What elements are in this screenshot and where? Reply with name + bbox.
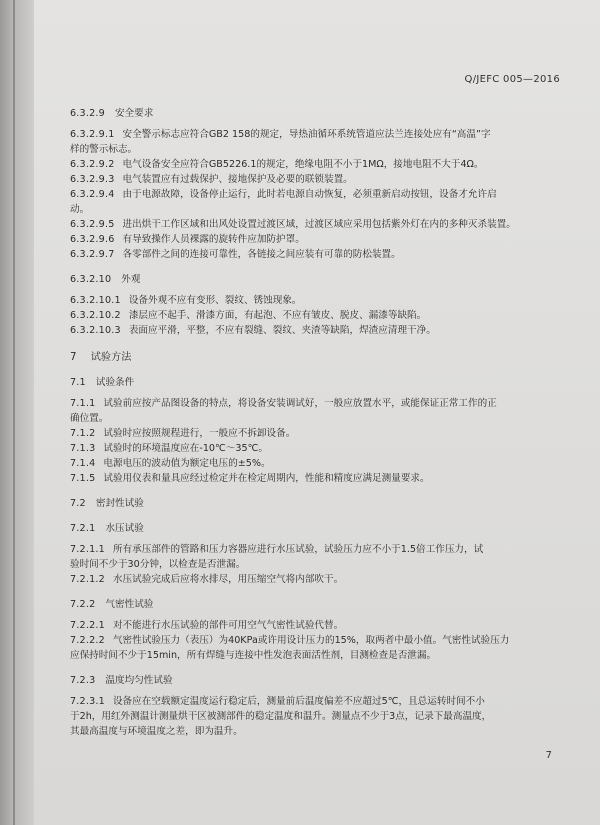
- clause-text: 电气设备安全应符合GB5226.1的规定，绝缘电阻不小于1MΩ，接地电阻不大于4Ω。: [122, 159, 484, 170]
- clause-number: 7.1.2: [70, 428, 96, 439]
- clause-line: [70, 187, 550, 202]
- clause-number: 6.3.2.10.3: [70, 325, 121, 336]
- clause-number: 6.3.2.9.7: [70, 249, 115, 260]
- clause-text: 应保持时间不少于15min，所有焊缝与连接中性发泡表面活性剂，目测检查是否泄漏。: [70, 650, 437, 661]
- clause-continuation: [70, 648, 550, 663]
- clause-number: 7.1: [70, 377, 86, 388]
- clause-number: 6.3.2.9.3: [70, 174, 115, 185]
- clause-text: 试验时的环境温度应在-10℃～35℃。: [103, 443, 268, 454]
- clause-number: 6.3.2.9.5: [70, 219, 115, 230]
- clause-text: 进出烘干工作区域和出风处设置过渡区域，过渡区域应采用包括紫外灯在内的多种灭杀装置。: [122, 219, 516, 230]
- clause-number: 6.3.2.9.4: [70, 189, 115, 200]
- clause-text: 试验前应按产品图设备的特点，将设备安装调试好，一般应放置水平，或能保证正常工作的正: [103, 398, 497, 409]
- clause-text: 其最高温度与环境温度之差，即为温升。: [70, 726, 243, 737]
- clause-continuation: [70, 724, 550, 739]
- clause-text: 安全要求: [114, 108, 154, 119]
- clause-text: 试验条件: [95, 377, 135, 388]
- clause-line: [70, 618, 550, 633]
- binder-edge: [0, 0, 34, 825]
- clause-number: 7.2.2: [70, 599, 96, 610]
- clause-text: 外观: [121, 274, 141, 285]
- clause-text: 确位置。: [70, 413, 109, 424]
- clause-continuation: [70, 709, 550, 724]
- clause-number: 6.3.2.10: [70, 274, 112, 285]
- clause-line: [70, 633, 550, 648]
- clause-text: 样的警示标志。: [70, 144, 138, 155]
- clause-line: [70, 157, 550, 172]
- clause-text: 气密性试验压力（表压）为40KPa或许用设计压力的15%，取两者中最小值。气密性试验压力: [112, 635, 510, 646]
- clause-text: 密封性试验: [95, 498, 144, 509]
- clause-number: 7.2: [70, 498, 86, 509]
- clause-text: 于2h，用红外测温计测量烘干区被测部件的稳定温度和温升。测量点不少于3点，记录下最高温度，: [70, 711, 492, 722]
- clause-number: 7.1.4: [70, 458, 96, 469]
- page-number: 7: [545, 750, 552, 761]
- clause-text: 由于电源故障，设备停止运行，此时若电源自动恢复，必须重新启动按钮，设备才允许启: [122, 189, 497, 200]
- clause-line: [70, 426, 550, 441]
- document-body: [70, 96, 550, 739]
- clause-text: 水压试验: [105, 523, 144, 534]
- document-code: Q/JEFC 005—2016: [464, 74, 560, 85]
- clause-number: 7.2.1: [70, 523, 96, 534]
- section-heading: [70, 496, 550, 511]
- clause-line: [70, 471, 550, 486]
- clause-text: 对不能进行水压试验的部件可用空气气密性试验代替。: [112, 620, 344, 631]
- clause-text: 试验方法: [90, 352, 132, 363]
- clause-line: [70, 172, 550, 187]
- clause-text: 各零部件之间的连接可靠性，各链接之间应装有可靠的防松装置。: [122, 249, 401, 260]
- clause-line: [70, 572, 550, 587]
- section-heading: [70, 673, 550, 688]
- clause-text: 所有承压部件的管路和压力容器应进行水压试验，试验压力应不小于1.5倍工作压力，试: [112, 544, 484, 555]
- clause-text: 设备应在空载额定温度运行稳定后，测量前后温度偏差不应超过5℃，且总运转时间不小: [112, 696, 485, 707]
- clause-number: 6.3.2.9.6: [70, 234, 115, 245]
- clause-text: 试验时应按照规程进行，一般应不拆卸设备。: [103, 428, 296, 439]
- clause-line: [70, 127, 550, 142]
- clause-number: 7.2.2.1: [70, 620, 105, 631]
- clause-number: 7.2.3: [70, 675, 96, 686]
- clause-text: 温度均匀性试验: [105, 675, 173, 686]
- clause-continuation: [70, 557, 550, 572]
- clause-text: 电气装置应有过载保护、接地保护及必要的联锁装置。: [122, 174, 353, 185]
- clause-text: 水压试验完成后应将水排尽，用压缩空气将内部吹干。: [112, 574, 344, 585]
- clause-line: [70, 542, 550, 557]
- clause-line: [70, 441, 550, 456]
- clause-line: [70, 308, 550, 323]
- clause-line: [70, 323, 550, 338]
- clause-text: 动。: [70, 204, 90, 215]
- clause-number: 7.2.2.2: [70, 635, 105, 646]
- clause-continuation: [70, 202, 550, 217]
- section-heading: [70, 106, 550, 121]
- section-heading: [70, 597, 550, 612]
- section-heading: [70, 272, 550, 287]
- clause-text: 试验用仪表和量具应经过检定并在检定周期内，性能和精度应满足测量要求。: [103, 473, 430, 484]
- clause-number: 7.1.3: [70, 443, 96, 454]
- clause-line: [70, 217, 550, 232]
- clause-number: 7: [70, 352, 77, 363]
- clause-line: [70, 232, 550, 247]
- binder-line: [13, 0, 15, 825]
- clause-number: 7.2.1.2: [70, 574, 105, 585]
- clause-number: 7.1.5: [70, 473, 96, 484]
- clause-line: [70, 247, 550, 262]
- clause-number: 6.3.2.10.2: [70, 310, 121, 321]
- clause-text: 安全警示标志应符合GB2 158的规定，导热油循环系统管道应法兰连接处应有“高温”字: [122, 129, 491, 140]
- clause-text: 表面应平滑，平整，不应有裂缝、裂纹、夹渣等缺陷，焊渣应清理干净。: [128, 325, 436, 336]
- clause-line: [70, 396, 550, 411]
- clause-number: 7.1.1: [70, 398, 96, 409]
- clause-text: 气密性试验: [105, 599, 154, 610]
- clause-number: 7.2.3.1: [70, 696, 105, 707]
- clause-number: 6.3.2.10.1: [70, 295, 121, 306]
- clause-text: 电源电压的波动值为额定电压的±5%。: [103, 458, 271, 469]
- clause-text: 验时间不少于30分钟，以检查是否泄漏。: [70, 559, 246, 570]
- section-heading: [70, 521, 550, 536]
- section-heading: [70, 350, 550, 365]
- clause-line: [70, 456, 550, 471]
- section-heading: [70, 375, 550, 390]
- clause-line: [70, 694, 550, 709]
- clause-line: [70, 293, 550, 308]
- clause-number: 7.2.1.1: [70, 544, 105, 555]
- clause-text: 设备外观不应有变形、裂纹、锈蚀现象。: [128, 295, 302, 306]
- clause-number: 6.3.2.9.2: [70, 159, 115, 170]
- clause-number: 6.3.2.9: [70, 108, 105, 119]
- clause-text: 有导致操作人员裸露的旋转件应加防护罩。: [122, 234, 305, 245]
- clause-continuation: [70, 142, 550, 157]
- clause-number: 6.3.2.9.1: [70, 129, 115, 140]
- clause-text: 漆层应不起手、滑漆方面，有起泡、不应有皱皮、脱皮、漏漆等缺陷。: [128, 310, 427, 321]
- clause-continuation: [70, 411, 550, 426]
